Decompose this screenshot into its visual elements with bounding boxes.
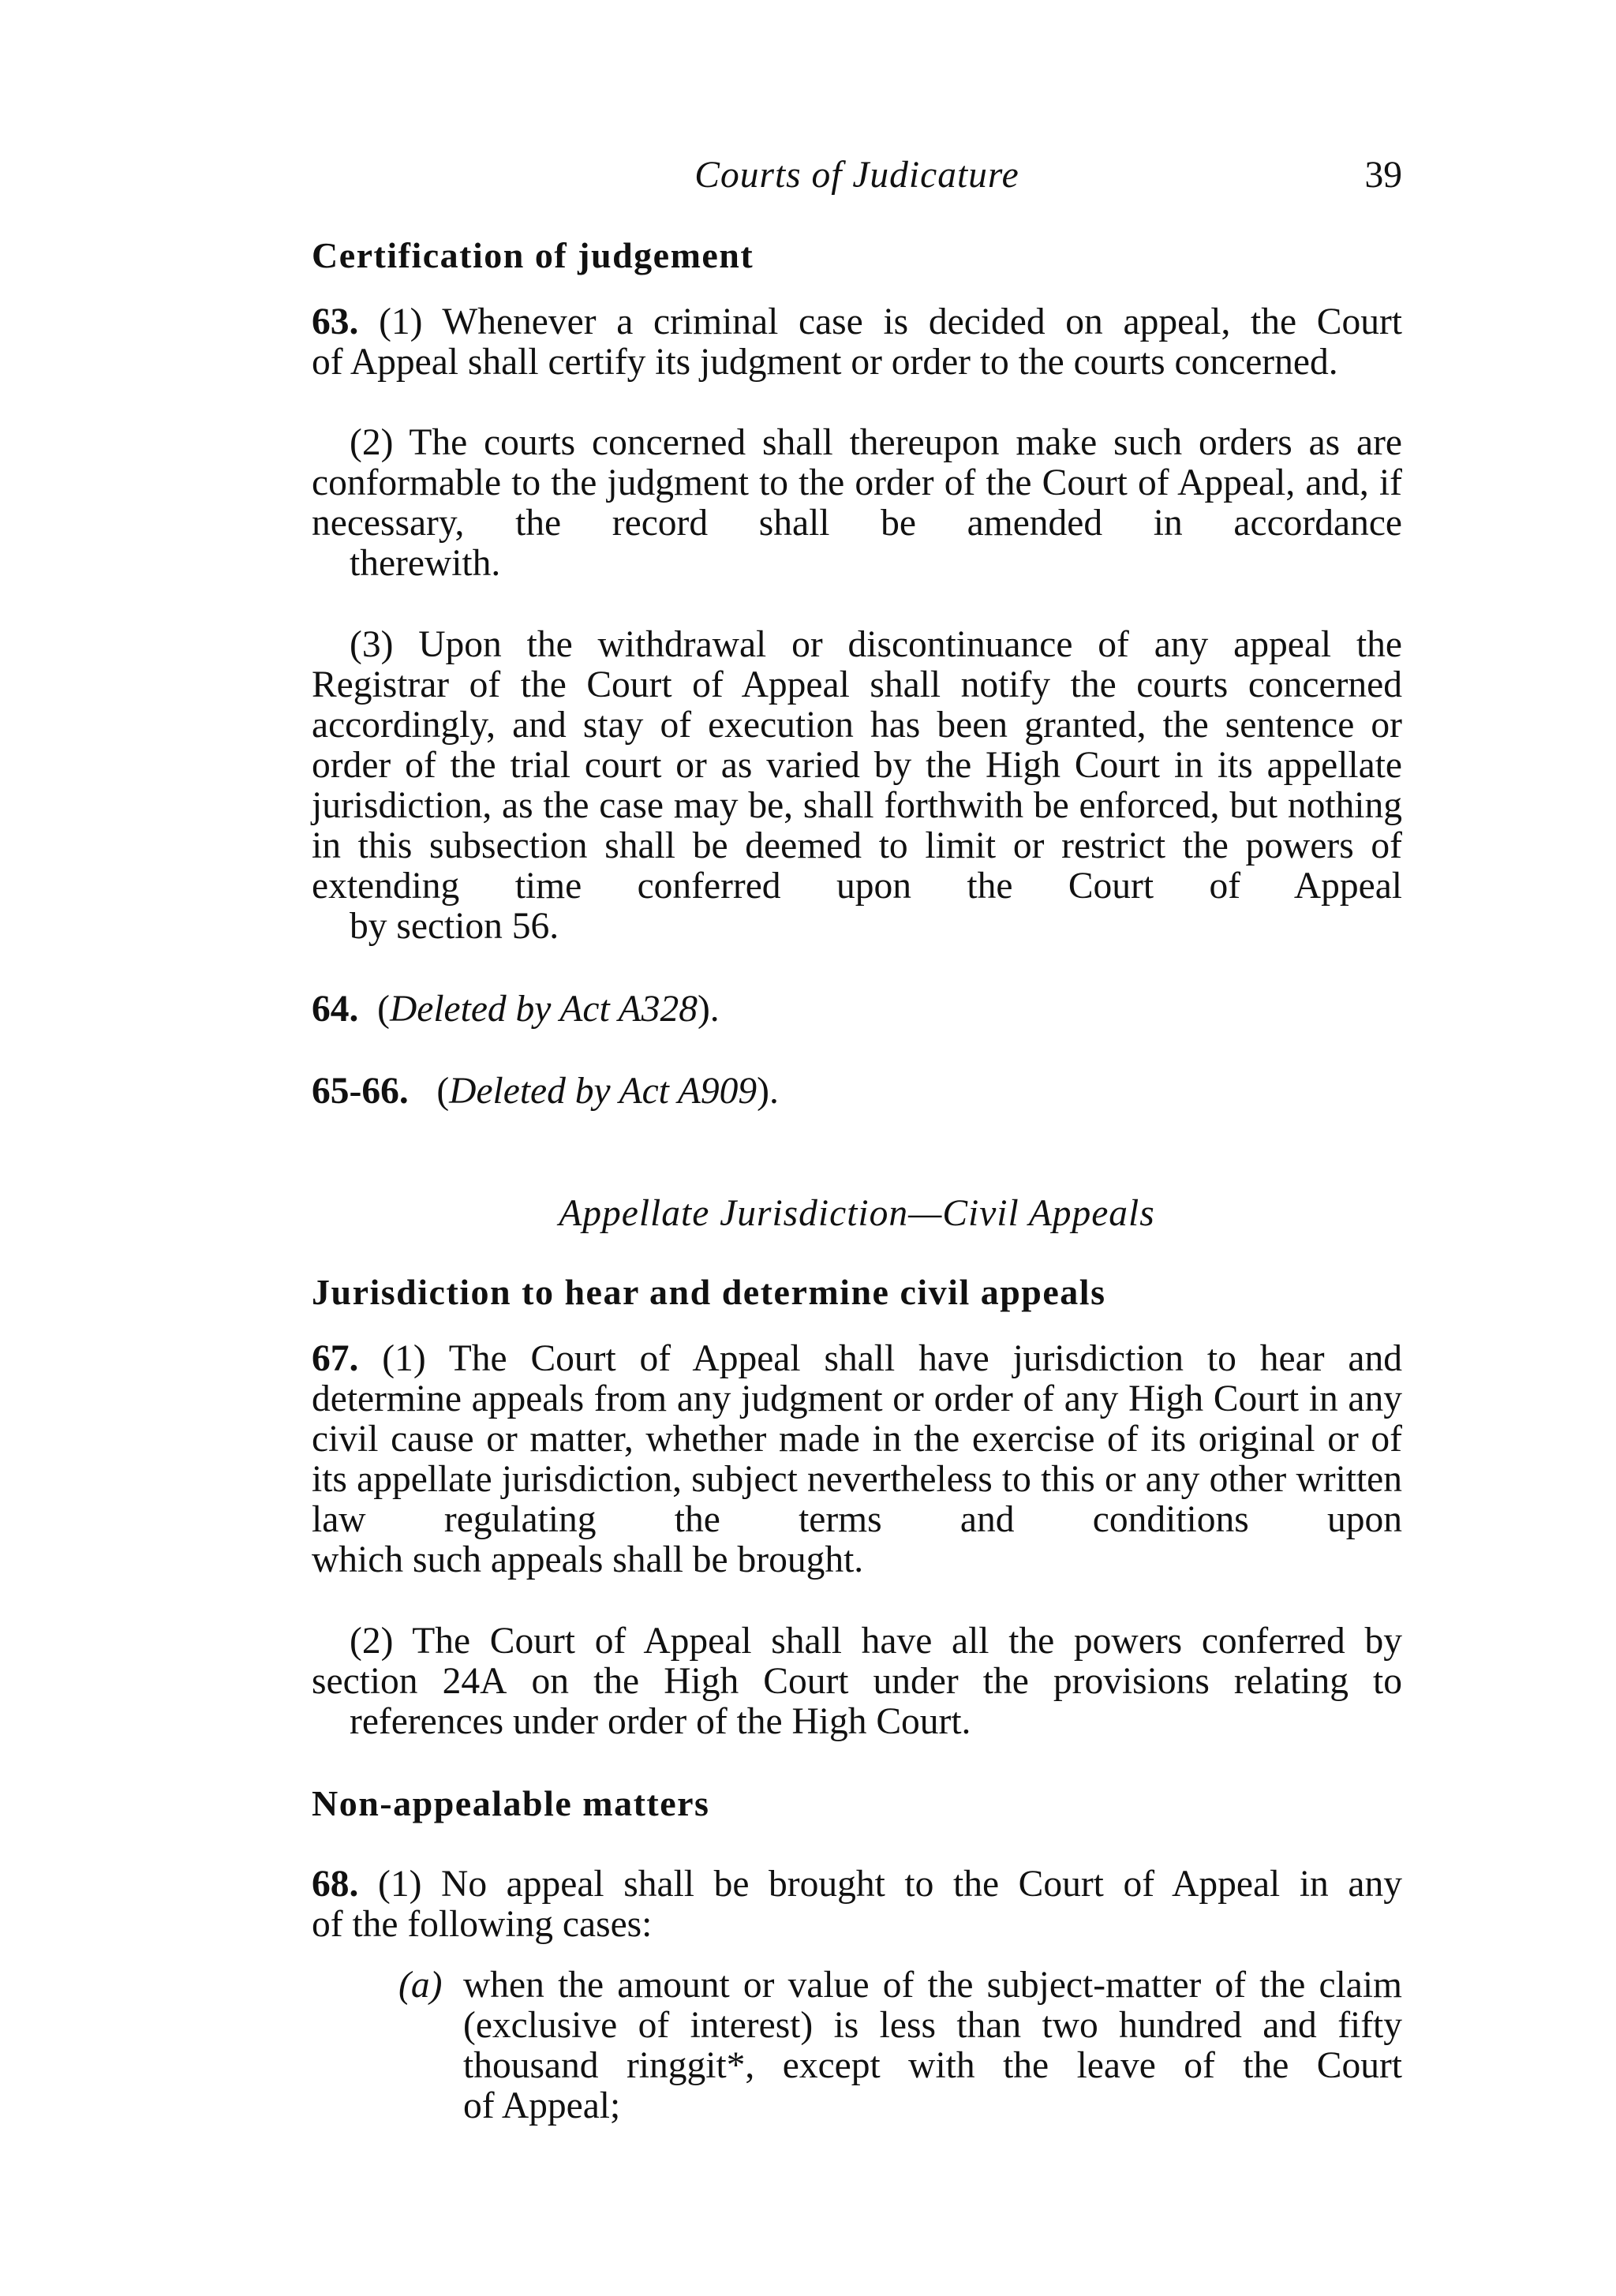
running-head (312, 155, 1402, 200)
section-64-line (312, 989, 1402, 1030)
section-68-number: 68. (312, 1864, 359, 1905)
section-63-paragraph-1 (312, 302, 1402, 383)
section-64-number: 64. (312, 989, 359, 1030)
section-67-heading: Jurisdiction to hear and determine civil appeals (312, 1272, 1106, 1312)
section-65-66-text: Deleted by Act A909 (449, 1071, 758, 1112)
section-67-p2-last-line: references under order of the High Court. (350, 1701, 971, 1742)
item-a-label: (a) (398, 1965, 443, 2006)
section-63-number: 63. (312, 301, 359, 342)
section-65-66-number: 65-66. (312, 1071, 409, 1112)
section-65-66-open: ( (436, 1071, 450, 1112)
section-67-p2-smallcap: A (480, 1661, 507, 1702)
section-63-heading: Certification of judgement (312, 235, 754, 275)
section-68-p1-last-line: of the following cases: (312, 1904, 653, 1945)
section-68-p1-text: (1) No appeal shall be brought to the Court of Appeal in any (378, 1864, 1402, 1905)
section-67-paragraph-2 (312, 1621, 1402, 1742)
section-67-paragraph-1 (312, 1339, 1402, 1580)
section-67-p2-text-a: (2) The Court of Appeal shall have all the powers conferred by section 24 (312, 1621, 1402, 1702)
item-a-body (463, 1965, 1402, 2126)
section-68-heading: Non-appealable matters (312, 1783, 710, 1823)
section-67-p1-text: (1) The Court of Appeal shall have jurisdiction to hear and determine appeals from any judgment or order of any High Court in any civil cause or matter, whether made in the exercise of its original or of its appellate jurisdiction, subject nevertheless to this or any other written law regulating the terms and conditions upon (312, 1338, 1402, 1540)
section-64-open: ( (377, 989, 390, 1030)
page-number: 39 (1364, 155, 1402, 196)
section-63-p3-text: (3) Upon the withdrawal or discontinuance of any appeal the Registrar of the Court of Appeal shall notify the courts concerned accordingly, and stay of execution has been granted, the sentence or order of the trial court or as varied by the High Court in its appellate jurisdiction, as the case may be, shall forthwith be enforced, but nothing in this subsection shall be deemed to limit or restrict the powers of extending time conferred upon the Court of Appeal (312, 624, 1402, 907)
section-67-p2-text-b: on the High Court under the provisions relating to (507, 1661, 1402, 1702)
section-63-p2-text: (2) The courts concerned shall thereupon make such orders as are conformable to the judgment to the order of the Court of Appeal, and, if necessary, the record shall be amended in accordance (312, 422, 1402, 544)
section-63-p1-last-line: of Appeal shall certify its judgment or order to the courts concerned. (312, 342, 1338, 383)
section-67-number: 67. (312, 1338, 359, 1379)
section-63-p2-last-line: therewith. (350, 543, 501, 584)
part-heading: Appellate Jurisdiction—Civil Appeals (559, 1193, 1155, 1234)
section-63-p1-text: (1) Whenever a criminal case is decided on appeal, the Court (379, 301, 1402, 342)
item-a-text: when the amount or value of the subject-matter of the claim (exclusive of interest) is less than two hundred and fifty thousand ringgit*, except with the leave of the Court (463, 1965, 1402, 2086)
section-63-paragraph-2 (312, 423, 1402, 584)
section-68-paragraph-1 (312, 1864, 1402, 1945)
section-65-66-line (312, 1071, 1402, 1112)
running-title: Courts of Judicature (694, 155, 1019, 196)
section-63-paragraph-3 (312, 625, 1402, 947)
item-a-last-line: of Appeal; (463, 2085, 621, 2126)
section-65-66-close: ). (757, 1071, 779, 1112)
section-64-close: ). (697, 989, 720, 1030)
section-68-item-a (398, 1965, 1402, 2126)
section-67-p1-last-line: which such appeals shall be brought. (312, 1539, 864, 1580)
section-63-p3-last-line: by section 56. (350, 906, 559, 947)
section-64-text: Deleted by Act A328 (389, 989, 698, 1030)
